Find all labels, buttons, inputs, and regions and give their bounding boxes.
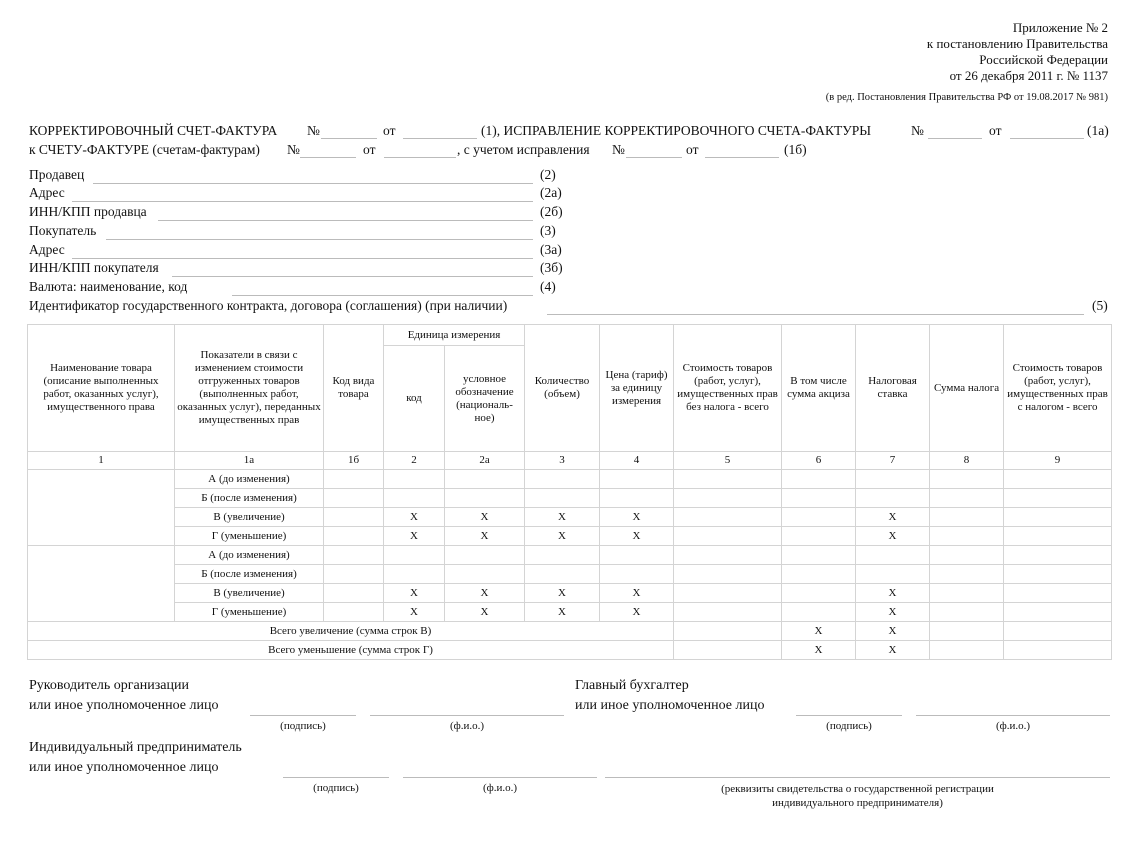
- table-cell[interactable]: [384, 546, 445, 565]
- table-cell[interactable]: [445, 470, 525, 489]
- table-cell[interactable]: [782, 603, 856, 622]
- buyer-blank[interactable]: [106, 239, 533, 240]
- field-buyer: [29, 222, 96, 240]
- column-number: 3: [525, 452, 600, 470]
- table-cell[interactable]: [856, 546, 930, 565]
- table-cell[interactable]: [782, 470, 856, 489]
- header-tax: Сумма налога: [930, 325, 1004, 452]
- table-cell[interactable]: [930, 489, 1004, 508]
- table-cell[interactable]: [674, 546, 782, 565]
- column-number: 1а: [175, 452, 324, 470]
- with-correction-number-blank[interactable]: [626, 157, 682, 158]
- header-cost-with-tax: Стоимость товаров (работ, услуг), имущественных прав с налогом - всего: [1004, 325, 1112, 452]
- row-label: В (увеличение): [175, 508, 324, 527]
- table-cell[interactable]: [600, 565, 674, 584]
- accountant-name-line[interactable]: [916, 715, 1110, 716]
- x-mark: X: [445, 584, 525, 603]
- header-kind-code: Код вида товара: [324, 325, 384, 452]
- table-cell[interactable]: [930, 603, 1004, 622]
- row-label: Г (уменьшение): [175, 527, 324, 546]
- x-mark: X: [600, 584, 674, 603]
- x-mark: X: [856, 508, 930, 527]
- table-cell[interactable]: [930, 527, 1004, 546]
- table-cell[interactable]: [782, 508, 856, 527]
- table-row: [28, 603, 1112, 622]
- table-cell[interactable]: [445, 565, 525, 584]
- x-mark: X: [856, 641, 930, 660]
- entrepreneur-signature-line[interactable]: [283, 777, 389, 778]
- code-1a: (1а): [1087, 123, 1109, 138]
- contract-blank[interactable]: [547, 314, 1084, 315]
- header-unit-name: условное обозначение (националь-ное): [445, 346, 525, 452]
- x-mark: X: [525, 603, 600, 622]
- appendix-block: [826, 20, 1108, 106]
- head-name-caption: (ф.и.о.): [449, 720, 485, 732]
- code-1-text: (1), ИСПРАВЛЕНИЕ КОРРЕКТИРОВОЧНОГО СЧЕТА-ФАКТУРЫ: [481, 123, 872, 138]
- field-currency: [29, 278, 187, 296]
- table-row: [28, 527, 1112, 546]
- table-cell[interactable]: [445, 546, 525, 565]
- x-mark: X: [445, 527, 525, 546]
- table-cell[interactable]: [324, 584, 384, 603]
- column-numbers-row: [28, 452, 1112, 470]
- buyer-inn-blank[interactable]: [172, 276, 533, 277]
- with-correction-text: , с учетом исправления: [457, 142, 590, 157]
- goods-table: [27, 324, 1112, 660]
- table-cell[interactable]: [674, 489, 782, 508]
- x-mark: X: [445, 603, 525, 622]
- field-seller-address: [29, 184, 65, 202]
- x-mark: X: [384, 603, 445, 622]
- seller-inn-blank[interactable]: [158, 220, 533, 221]
- x-mark: X: [525, 584, 600, 603]
- with-correction-date-from-label: от: [686, 142, 699, 157]
- table-row: [28, 489, 1112, 508]
- x-mark: X: [600, 603, 674, 622]
- field-label: Адрес: [29, 242, 65, 257]
- column-number: 2а: [445, 452, 525, 470]
- column-number: 5: [674, 452, 782, 470]
- accountant-signature-caption: (подпись): [826, 720, 872, 732]
- table-cell[interactable]: [674, 565, 782, 584]
- header-indicators: Показатели в связи с изменением стоимости отгруженных товаров (выполненных работ, оказанных услуг), переданных имущественных прав: [175, 325, 324, 452]
- column-number: 8: [930, 452, 1004, 470]
- table-cell[interactable]: [1004, 641, 1112, 660]
- entrepreneur-signature-caption: (подпись): [313, 782, 359, 794]
- table-cell[interactable]: [1004, 603, 1112, 622]
- table-cell[interactable]: [930, 584, 1004, 603]
- x-mark: X: [525, 527, 600, 546]
- table-cell[interactable]: [674, 508, 782, 527]
- column-number: 1: [28, 452, 175, 470]
- field-label: ИНН/КПП покупателя: [29, 260, 159, 275]
- total-decrease-row: [28, 641, 1112, 660]
- x-mark: X: [856, 527, 930, 546]
- x-mark: X: [525, 508, 600, 527]
- table-cell[interactable]: [1004, 546, 1112, 565]
- field-label: Валюта: наименование, код: [29, 279, 188, 294]
- column-number: 2: [384, 452, 445, 470]
- registration-caption-line-2: индивидуального предпринимателя): [772, 797, 943, 809]
- table-cell[interactable]: [782, 546, 856, 565]
- row-label: Б (после изменения): [175, 565, 324, 584]
- goods-name-cell[interactable]: [28, 546, 175, 622]
- table-cell[interactable]: [600, 470, 674, 489]
- with-correction-number-sign: №: [612, 142, 625, 157]
- column-number: 4: [600, 452, 674, 470]
- date-blank[interactable]: [403, 138, 477, 139]
- row-label: Г (уменьшение): [175, 603, 324, 622]
- field-buyer-address: [29, 241, 65, 259]
- table-cell[interactable]: [856, 565, 930, 584]
- table-cell[interactable]: [324, 508, 384, 527]
- table-cell[interactable]: [600, 546, 674, 565]
- field-buyer-inn: [29, 259, 159, 277]
- total-increase-label: Всего увеличение (сумма строк В): [28, 622, 674, 641]
- field-code: (2): [540, 167, 556, 182]
- column-number: 7: [856, 452, 930, 470]
- field-code: (2б): [540, 204, 563, 219]
- code-1b: (1б): [784, 142, 807, 157]
- table-cell[interactable]: [324, 527, 384, 546]
- table-cell[interactable]: [930, 641, 1004, 660]
- accountant-label-1: Главный бухгалтер: [575, 678, 689, 693]
- head-signature-caption: (подпись): [280, 720, 326, 732]
- x-mark: X: [856, 622, 930, 641]
- field-label: Адрес: [29, 185, 65, 200]
- with-correction-date-blank[interactable]: [705, 157, 779, 158]
- table-row: [28, 565, 1112, 584]
- table-cell[interactable]: [525, 470, 600, 489]
- table-cell[interactable]: [384, 470, 445, 489]
- table-row: [28, 508, 1112, 527]
- x-mark: X: [856, 584, 930, 603]
- table-cell[interactable]: [674, 603, 782, 622]
- table-cell[interactable]: [324, 470, 384, 489]
- head-signature-line[interactable]: [250, 715, 356, 716]
- table-cell[interactable]: [384, 489, 445, 508]
- registration-caption: [605, 782, 1110, 810]
- table-cell[interactable]: [324, 603, 384, 622]
- entrepreneur-label-1: Индивидуальный предприниматель: [29, 740, 242, 755]
- appendix-line-1: Приложение № 2: [1012, 20, 1108, 35]
- header-qty: Количество (объем): [525, 325, 600, 452]
- to-invoice-text: к СЧЕТУ-ФАКТУРЕ (счетам-фактурам): [29, 142, 260, 157]
- table-cell[interactable]: [930, 546, 1004, 565]
- column-number: 6: [782, 452, 856, 470]
- table-cell[interactable]: [930, 622, 1004, 641]
- accountant-signature-line[interactable]: [796, 715, 902, 716]
- field-label: Продавец: [29, 167, 85, 182]
- header-name: Наименование товара (описание выполненных работ, оказанных услуг), имущественного права: [28, 325, 175, 452]
- table-cell[interactable]: [674, 470, 782, 489]
- table-cell[interactable]: [674, 527, 782, 546]
- document-title: КОРРЕКТИРОВОЧНЫЙ СЧЕТ-ФАКТУРА: [29, 123, 278, 138]
- field-contract: Идентификатор государственного контракта, договора (соглашения) (при наличии): [29, 298, 508, 313]
- table-cell[interactable]: [525, 546, 600, 565]
- invoice-date-blank[interactable]: [384, 157, 456, 158]
- table-cell[interactable]: [856, 470, 930, 489]
- invoice-date-from-label: от: [363, 142, 376, 157]
- table-row: [28, 584, 1112, 603]
- header-cost-no-tax: Стоимость товаров (работ, услуг), имущественных прав без налога - всего: [674, 325, 782, 452]
- table-cell[interactable]: [324, 565, 384, 584]
- table-cell[interactable]: [674, 584, 782, 603]
- field-code: (2а): [540, 185, 562, 200]
- table-cell[interactable]: [525, 565, 600, 584]
- registration-line[interactable]: [605, 777, 1110, 778]
- appendix-line-3: Российской Федерации: [979, 52, 1108, 67]
- date-from-label: от: [383, 123, 396, 138]
- field-contract-code: (5): [1092, 298, 1108, 313]
- field-code: (3б): [540, 260, 563, 275]
- table-cell[interactable]: [674, 622, 782, 641]
- table-cell[interactable]: [856, 489, 930, 508]
- field-code: (3а): [540, 242, 562, 257]
- registration-caption-line-1: (реквизиты свидетельства о государственной регистрации: [721, 783, 994, 795]
- table-cell[interactable]: [930, 508, 1004, 527]
- number-sign: №: [307, 123, 320, 138]
- x-mark: X: [384, 508, 445, 527]
- number-blank[interactable]: [321, 138, 377, 139]
- table-cell[interactable]: [1004, 622, 1112, 641]
- row-label: А (до изменения): [175, 470, 324, 489]
- accountant-name-caption: (ф.и.о.): [995, 720, 1031, 732]
- header-unit-code: код: [384, 346, 445, 452]
- seller-blank[interactable]: [93, 183, 533, 184]
- x-mark: X: [600, 527, 674, 546]
- goods-name-cell[interactable]: [28, 470, 175, 546]
- head-label-2: или иное уполномоченное лицо: [29, 698, 219, 713]
- table-row: [28, 546, 1112, 565]
- entrepreneur-label-2: или иное уполномоченное лицо: [29, 760, 219, 775]
- x-mark: X: [856, 603, 930, 622]
- row-label: В (увеличение): [175, 584, 324, 603]
- x-mark: X: [384, 584, 445, 603]
- table-cell[interactable]: [600, 489, 674, 508]
- seller-address-blank[interactable]: [72, 201, 533, 202]
- field-seller: [29, 166, 84, 184]
- x-mark: X: [445, 508, 525, 527]
- header-excise: В том числе сумма акциза: [782, 325, 856, 452]
- table-cell[interactable]: [674, 641, 782, 660]
- correction-number-sign: №: [911, 123, 924, 138]
- head-name-line[interactable]: [370, 715, 564, 716]
- table-row: [28, 470, 1112, 489]
- column-number: 9: [1004, 452, 1112, 470]
- appendix-line-4: от 26 декабря 2011 г. № 1137: [949, 68, 1108, 83]
- field-seller-inn: [29, 203, 147, 221]
- table-cell[interactable]: [1004, 584, 1112, 603]
- table-cell[interactable]: [782, 584, 856, 603]
- header-unit: Единица измерения: [384, 325, 525, 346]
- column-number: 1б: [324, 452, 384, 470]
- correction-number-blank[interactable]: [928, 138, 982, 139]
- total-increase-row: [28, 622, 1112, 641]
- field-code: (3): [540, 223, 556, 238]
- table-cell[interactable]: [1004, 470, 1112, 489]
- entrepreneur-name-line[interactable]: [403, 777, 597, 778]
- invoice-number-sign: №: [287, 142, 300, 157]
- table-cell[interactable]: [384, 565, 445, 584]
- x-mark: X: [782, 622, 856, 641]
- appendix-line-2: к постановлению Правительства: [926, 36, 1108, 51]
- header-rate: Налоговая ставка: [856, 325, 930, 452]
- table-cell[interactable]: [1004, 508, 1112, 527]
- correction-date-from-label: от: [989, 123, 1002, 138]
- field-label: Покупатель: [29, 223, 97, 238]
- header-price: Цена (тариф) за единицу измерения: [600, 325, 674, 452]
- table-cell[interactable]: [1004, 565, 1112, 584]
- field-code: (4): [540, 279, 556, 294]
- currency-blank[interactable]: [232, 295, 533, 296]
- table-cell[interactable]: [782, 489, 856, 508]
- appendix-note: (в ред. Постановления Правительства РФ от 19.08.2017 № 981): [825, 92, 1108, 103]
- table-cell[interactable]: [1004, 527, 1112, 546]
- table-cell[interactable]: [445, 489, 525, 508]
- table-cell[interactable]: [1004, 489, 1112, 508]
- row-label: А (до изменения): [175, 546, 324, 565]
- table-cell[interactable]: [782, 527, 856, 546]
- accountant-label-2: или иное уполномоченное лицо: [575, 698, 765, 713]
- row-label: Б (после изменения): [175, 489, 324, 508]
- total-decrease-label: Всего уменьшение (сумма строк Г): [28, 641, 674, 660]
- entrepreneur-name-caption: (ф.и.о.): [482, 782, 518, 794]
- table-cell[interactable]: [525, 489, 600, 508]
- head-label-1: Руководитель организации: [29, 678, 189, 693]
- table-cell[interactable]: [782, 565, 856, 584]
- field-label: ИНН/КПП продавца: [29, 204, 147, 219]
- x-mark: X: [600, 508, 674, 527]
- x-mark: X: [384, 527, 445, 546]
- table-cell[interactable]: [930, 470, 1004, 489]
- table-cell[interactable]: [324, 489, 384, 508]
- invoice-number-blank[interactable]: [300, 157, 356, 158]
- table-cell[interactable]: [324, 546, 384, 565]
- correction-date-blank[interactable]: [1010, 138, 1084, 139]
- x-mark: X: [782, 641, 856, 660]
- table-cell[interactable]: [930, 565, 1004, 584]
